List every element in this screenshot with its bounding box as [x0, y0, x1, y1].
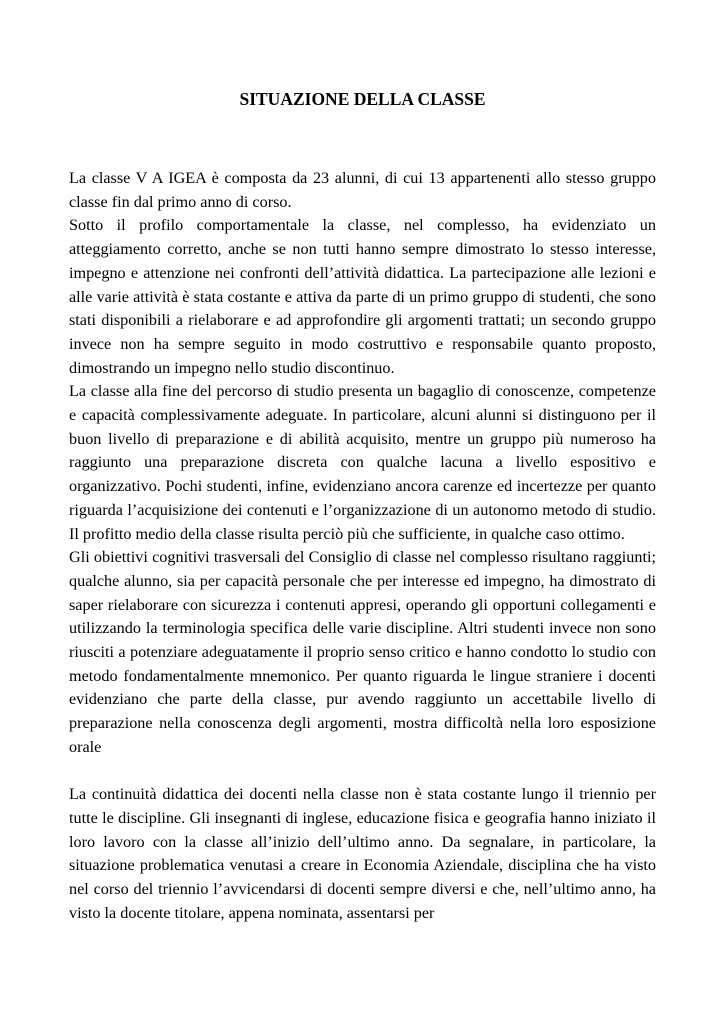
paragraph-preparation: La classe alla fine del percorso di studio presenta un bagaglio di conoscenze, competenze e capacità complessivamente adeguate. In particolare, alcuni alunni si distinguono per il buon livello di preparazione e di abilità acquisito, mentre un gruppo più numeroso ha raggiunto una preparazione discreta con qualche lacuna a livello espositivo e organizzativo. Pochi studenti, infine, evidenziano ancora carenze ed incertezze per quanto riguarda l’acquisizione dei contenuti e l’organizzazione di un autonomo metodo di studio. Il profitto medio della classe risulta perciò più che sufficiente, in qualche caso ottimo.: [69, 382, 656, 543]
page-title: SITUAZIONE DELLA CLASSE: [239, 89, 486, 109]
paragraph-teaching-continuity: La continuità didattica dei docenti nella classe non è stata costante lungo il triennio per tutte le discipline. Gli insegnanti di inglese, educazione fisica e geografia hanno iniziato il loro lavoro con la classe all’inizio dell’ultimo anno. Da segnalare, in particolare, la situazione problematica venutasi a creare in Economia Aziendale, disciplina che ha visto nel corso del triennio l’avvicendarsi di docenti sempre diversi e che, nell’ultimo anno, ha visto la docente titolare, appena nominata, assentarsi per: [69, 785, 656, 922]
paragraph-class-composition: La classe V A IGEA è composta da 23 alunni, di cui 13 appartenenti allo stesso gruppo classe fin dal primo anno di corso.: [69, 169, 656, 211]
paragraph-behavior: Sotto il profilo comportamentale la classe, nel complesso, ha evidenziato un atteggiamento corretto, anche se non tutti hanno sempre dimostrato lo stesso interesse, impegno e attenzione nei confronti dell’attività didattica. La partecipazione alle lezioni e alle varie attività è stata costante e attiva da parte di un primo gruppo di studenti, che sono stati disponibili a rielaborare e ad approfondire gli argomenti trattati; un secondo gruppo invece non ha sempre seguito in modo costruttivo e responsabile quanto proposto, dimostrando un impegno nello studio discontinuo.: [69, 216, 656, 377]
document-body: [69, 167, 656, 925]
paragraph-cognitive-objectives: Gli obiettivi cognitivi trasversali del Consiglio di classe nel complesso risultano raggiunti; qualche alunno, sia per capacità personale che per interesse ed impegno, ha dimostrato di saper rielaborare con sicurezza i contenuti appresi, operando gli opportuni collegamenti e utilizzando la terminologia specifica delle varie discipline. Altri studenti invece non sono riusciti a potenziare adeguatamente il proprio senso critico e hanno condotto lo studio con metodo fondamentalmente mnemonico. Per quanto riguarda le lingue straniere i docenti evidenziano che parte della classe, pur avendo raggiunto un accettabile livello di preparazione nella conoscenza degli argomenti, mostra difficoltà nella loro esposizione orale: [69, 548, 656, 756]
